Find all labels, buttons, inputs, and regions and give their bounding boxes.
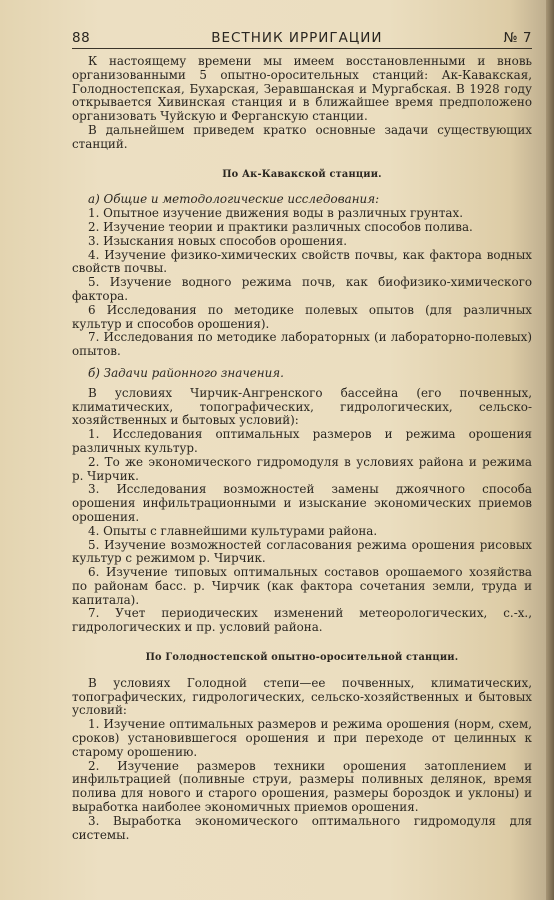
list-item: 2. То же экономического гидромодуля в условиях района и режима р. Чирчик.	[72, 454, 532, 483]
journal-title: ВЕСТНИК ИРРИГАЦИИ	[211, 30, 383, 46]
running-header	[72, 30, 532, 49]
issue-number: № 7	[503, 30, 532, 46]
page-number: 88	[72, 30, 91, 46]
subheading-regional-tasks: б) Задачи районного значения.	[88, 365, 284, 380]
list-item: 2. Изучение размеров техники орошения затоплением и инфильтрацией (поливные струи, размеры поливных делянок, время полива для нового и старого орошения, размеры бороздок и уклоны) и выработка наиболее экономичных приемов орошения.	[72, 758, 532, 815]
list-item: 4. Опыты с главнейшими культурами района.	[88, 523, 378, 538]
list-item: 3. Изыскания новых способов орошения.	[88, 233, 347, 248]
section-heading-ak-kavak: По Ак-Кавакской станции.	[222, 168, 382, 180]
list-item: 7. Исследования по методике лабораторных (и лабораторно-полевых) опытов.	[72, 330, 532, 359]
list-item: 7. Учет периодических изменений метеорологических, с.-х., гидрологических и пр. условий района.	[72, 606, 532, 635]
list-item: 1. Изучение оптимальных размеров и режима орошения (норм, схем, сроков) установившегося орошения и при переходе от целинных к старому орошению.	[72, 717, 532, 759]
list-item: 6. Изучение типовых оптимальных составов орошаемого хозяйства по районам басс. р. Чирчик (как фактора сочетания земли, труда и капитала).	[72, 565, 532, 607]
list-item: 1. Исследования оптимальных размеров и режима орошения различных культур.	[72, 427, 532, 455]
list-item: 2. Изучение теории и практики различных способов полива.	[88, 219, 473, 234]
golodnaya-lead-paragraph: В условиях Голодной степи—ее почвенных, климатических, топографических, гидрологических, сельско-хозяйственных и бытовых условий:	[72, 675, 532, 718]
list-item: 6 Исследования по методике полевых опытов (для различных культур и способов орошения).	[72, 302, 532, 331]
intro-paragraph-2: В дальнейшем приведем кратко основные задачи существующих станций.	[72, 122, 532, 151]
regional-lead-paragraph: В условиях Чирчик-Ангренского бассейна (его почвенных, климатических, топографических, гидрологических, сельско-хозяйственных и бытовых условий):	[72, 385, 532, 428]
list-item: 4. Изучение физико-химических свойств почвы, как фактора водных свойств почвы.	[72, 247, 532, 276]
list-item: 3. Исследования возможностей замены джоячного способа орошения инфильтрационными и изыскание экономических приемов орошения.	[72, 482, 532, 524]
list-item: 1. Опытное изучение движения воды в различных грунтах.	[88, 206, 463, 221]
section-heading-golodnaya-step: По Голодностепской опытно-оросительной станции.	[145, 652, 459, 664]
list-item: 5. Изучение водного режима почв, как биофизико-химического фактора.	[72, 275, 532, 303]
intro-paragraph-1: К настоящему времени мы имеем восстановленными и вновь организованными 5 опытно-оросительных станций: Ак-Кавакская, Голодностепская, Бухарская, Зеравшанская и Мургабская. В 1928 году открывается Хивинская станция и в ближайшее время предположено организовать Чуйскую и Ферганскую станции.	[72, 54, 532, 124]
article-body	[72, 55, 532, 842]
list-item: 5. Изучение возможностей согласования режима орошения рисовых культур с режимом р. Чирчик.	[72, 537, 532, 566]
page-edge	[546, 0, 554, 900]
subheading-general-methodological: а) Общие и методологические исследования:	[88, 192, 380, 207]
list-item: 3. Выработка экономического оптимального гидромодуля для системы.	[72, 813, 532, 842]
